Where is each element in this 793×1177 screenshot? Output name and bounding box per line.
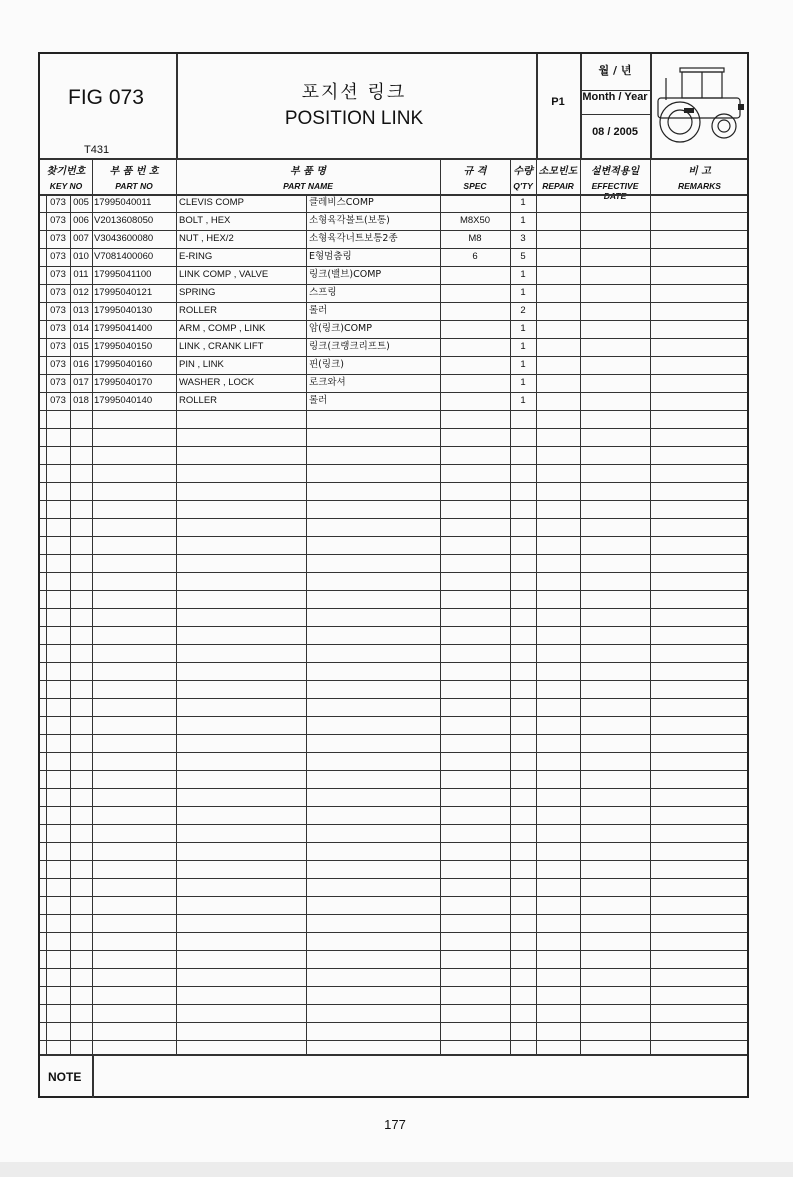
qty-cell: 2 — [520, 305, 526, 316]
part-name-en-cell: SPRING — [179, 287, 216, 298]
key-no-cell: 017 — [73, 377, 89, 388]
part-no-cell: 17995040130 — [94, 305, 153, 316]
part-name-kr-cell: 롤러 — [309, 305, 328, 316]
col-part-no-en: PART NO — [115, 181, 153, 191]
tractor-icon — [654, 62, 746, 146]
key-no-cell: 015 — [73, 341, 89, 352]
qty-cell: 1 — [520, 359, 526, 370]
col-key-no-kr: 찾기번호 — [46, 166, 86, 177]
part-no-cell: 17995041100 — [94, 269, 152, 280]
spec-cell: M8X50 — [459, 215, 491, 226]
key-no-cell: 007 — [73, 233, 89, 244]
key-no-cell: 010 — [73, 251, 89, 262]
col-effective-date-kr: 설변적용일 — [590, 166, 640, 177]
col-qty-en: Q'TY — [513, 181, 533, 191]
qty-cell: 3 — [520, 233, 526, 244]
col-part-name-kr: 부 품 명 — [290, 166, 326, 177]
part-name-kr-cell: 소형육각너트보통2종 — [309, 233, 398, 244]
key-no-cell: 018 — [73, 395, 89, 406]
fig-cell: 073 — [50, 287, 66, 298]
month-year-korean: 월 / 년 — [598, 64, 632, 77]
part-name-kr-cell: 클레비스COMP — [309, 197, 374, 208]
fig-cell: 073 — [50, 377, 66, 388]
qty-cell: 1 — [520, 287, 526, 298]
part-name-en-cell: ARM , COMP , LINK — [179, 323, 266, 334]
qty-cell: 1 — [520, 341, 526, 352]
col-key-no-en: KEY NO — [49, 181, 83, 191]
part-no-cell: V3043600080 — [94, 233, 154, 244]
note-label: NOTE — [48, 1070, 82, 1084]
part-name-en-cell: WASHER , LOCK — [179, 377, 255, 388]
spec-cell: 6 — [472, 251, 478, 262]
key-no-cell: 016 — [73, 359, 89, 370]
qty-cell: 1 — [520, 323, 526, 334]
part-name-en-cell: BOLT , HEX — [179, 215, 231, 226]
issue-date: 08 / 2005 — [592, 126, 638, 138]
part-name-en-cell: NUT , HEX/2 — [179, 233, 234, 244]
part-name-kr-cell: 스프링 — [309, 287, 337, 298]
col-part-no-kr: 부 품 번 호 — [109, 166, 159, 177]
fig-cell: 073 — [50, 215, 66, 226]
qty-cell: 1 — [520, 269, 526, 280]
part-name-kr-cell: 링크(밸브)COMP — [309, 269, 382, 280]
scan-edge — [0, 1162, 793, 1177]
fig-cell: 073 — [50, 341, 66, 352]
fig-cell: 073 — [50, 251, 66, 262]
part-no-cell: 17995041400 — [94, 323, 153, 334]
part-name-en-cell: ROLLER — [179, 305, 218, 316]
part-name-kr-cell: 소형육각볼트(보통) — [309, 215, 390, 226]
part-name-kr-cell: 핀(링크) — [309, 359, 344, 370]
part-name-kr-cell: 링크(크랭크리프트) — [309, 341, 390, 352]
qty-cell: 1 — [520, 377, 526, 388]
part-name-kr-cell: E형멈춤링 — [309, 251, 352, 262]
part-no-cell: 17995040121 — [94, 287, 153, 298]
key-no-cell: 011 — [73, 269, 89, 280]
part-name-kr-cell: 암(링크)COMP — [309, 323, 372, 334]
col-repair-en: REPAIR — [542, 181, 574, 191]
qty-cell: 1 — [520, 395, 526, 406]
key-no-cell: 013 — [73, 305, 89, 316]
part-no-cell: 17995040150 — [94, 341, 153, 352]
title-korean: 포지션 링크 — [301, 82, 407, 103]
page-number: 177 — [384, 1117, 406, 1132]
part-no-cell: 17995040140 — [94, 395, 153, 406]
part-name-en-cell: E-RING — [179, 251, 213, 262]
part-name-en-cell: ROLLER — [179, 395, 218, 406]
title-english: POSITION LINK — [284, 108, 424, 129]
col-part-name-en: PART NAME — [283, 181, 333, 191]
col-qty-kr: 수량 — [513, 166, 533, 177]
col-effective-date-en: EFFECTIVE DATE — [591, 181, 639, 201]
col-remarks-kr: 비 고 — [688, 166, 711, 177]
parts-list-sheet — [38, 52, 749, 1098]
part-no-cell: V7081400060 — [94, 251, 154, 262]
month-year-english: Month / Year — [582, 91, 648, 103]
part-no-cell: V2013608050 — [94, 215, 154, 226]
part-no-cell: 17995040170 — [94, 377, 153, 388]
figure-number: FIG 073 — [68, 86, 144, 109]
part-no-cell: 17995040011 — [94, 197, 152, 208]
fig-cell: 073 — [50, 197, 66, 208]
col-repair-kr: 소모빈도 — [538, 166, 578, 177]
col-spec-en: SPEC — [463, 181, 487, 191]
part-name-kr-cell: 로크와셔 — [309, 377, 346, 388]
part-name-kr-cell: 롤러 — [309, 395, 328, 406]
col-remarks-en: REMARKS — [678, 181, 721, 191]
part-name-en-cell: LINK , CRANK LIFT — [179, 341, 264, 352]
part-name-en-cell: LINK COMP , VALVE — [179, 269, 269, 280]
fig-cell: 073 — [50, 359, 66, 370]
spec-cell: M8 — [468, 233, 482, 244]
key-no-cell: 014 — [73, 323, 89, 334]
fig-cell: 073 — [50, 269, 66, 280]
key-no-cell: 005 — [73, 197, 89, 208]
part-name-en-cell: CLEVIS COMP — [179, 197, 244, 208]
qty-cell: 1 — [520, 197, 526, 208]
model-code: T431 — [84, 144, 110, 156]
qty-cell: 5 — [520, 251, 526, 262]
fig-cell: 073 — [50, 395, 66, 406]
part-no-cell: 17995040160 — [94, 359, 153, 370]
qty-cell: 1 — [520, 215, 526, 226]
fig-cell: 073 — [50, 305, 66, 316]
page-indicator: P1 — [551, 96, 565, 108]
part-name-en-cell: PIN , LINK — [179, 359, 224, 370]
col-spec-kr: 규 격 — [463, 166, 487, 177]
key-no-cell: 012 — [73, 287, 89, 298]
fig-cell: 073 — [50, 233, 66, 244]
key-no-cell: 006 — [73, 215, 89, 226]
fig-cell: 073 — [50, 323, 66, 334]
